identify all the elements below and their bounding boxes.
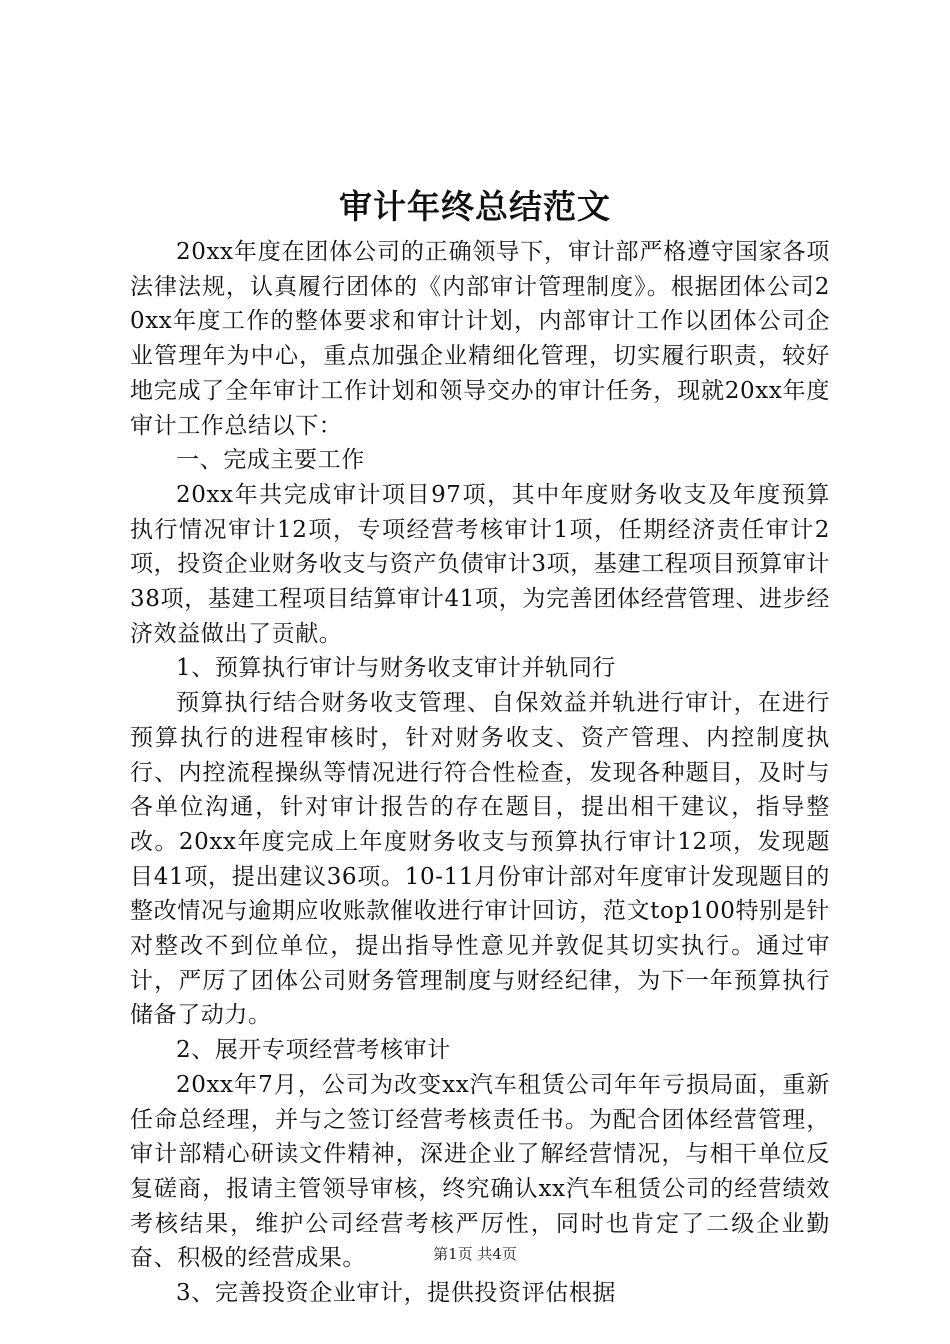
subsection-heading-investment-audit: 3、完善投资企业审计，提供投资评估根据 — [176, 1280, 617, 1307]
intro-paragraph: 20xx年度在团体公司的正确领导下，审计部严格遵守国家各项法律法规，认真履行团体的《内部审计管理制度》。根据团体公司20xx年度工作的整体要求和审计计划，内部审计工作以团体公司企业管理年为中心，重点加强企业精细化管理，切实履行职责，较好地完成了全年审计工作计划和领导交办的审计任务，现就20xx年度审计工作总结以下： — [130, 239, 830, 439]
page-footer: 第1页 共4页 — [433, 1245, 517, 1263]
audit-summary-paragraph: 20xx年共完成审计项目97项，其中年度财务收支及年度预算执行情况审计12项，专项经营考核审计1项，任期经济责任审计2项，投资企业财务收支与资产负债审计3项，基建工程项目预算审计38项，基建工程项目结算审计41项，为完善团体经营管理、进步经济效益做出了贡献。 — [130, 481, 830, 647]
document-title: 审计年终总结范文 — [339, 187, 611, 226]
document-body — [130, 235, 830, 1311]
section-heading-main-work: 一、完成主要工作 — [176, 447, 365, 474]
budget-audit-paragraph: 预算执行结合财务收支管理、自保效益并轨进行审计，在进行预算执行的进程审核时，针对财务收支、资产管理、内控制度执行、内控流程操纵等情况进行符合性检查，发现各种题目，及时与各单位沟通，针对审计报告的存在题目，提出相干建议，指导整改。20xx年度完成上年度财务收支与预算执行审计12项，发现题目41项，提出建议36项。10-11月份审计部对年度审计发现题目的整改情况与逾期应收账款催收进行审计回访，范文top100特别是针对整改不到位单位，提出指导性意见并敦促其切实执行。通过审计，严厉了团体公司财务管理制度与财经纪律，为下一年预算执行储备了动力。 — [130, 690, 830, 1029]
operation-audit-paragraph: 20xx年7月，公司为改变xx汽车租赁公司年年亏损局面，重新任命总经理，并与之签订经营考核责任书。为配合团体经营管理，审计部精心研读文件精神，深进企业了解经营情况，与相干单位反复磋商，报请主管领导审核，终究确认xx汽车租赁公司的经营绩效考核结果，维护公司经营考核严厉性，同时也肯定了二级企业勤奋、积极的经营成果。 — [130, 1071, 830, 1272]
subsection-heading-budget-audit: 1、预算执行审计与财务收支审计并轨同行 — [176, 655, 617, 682]
subsection-heading-operation-audit: 2、展开专项经营考核审计 — [176, 1037, 451, 1064]
